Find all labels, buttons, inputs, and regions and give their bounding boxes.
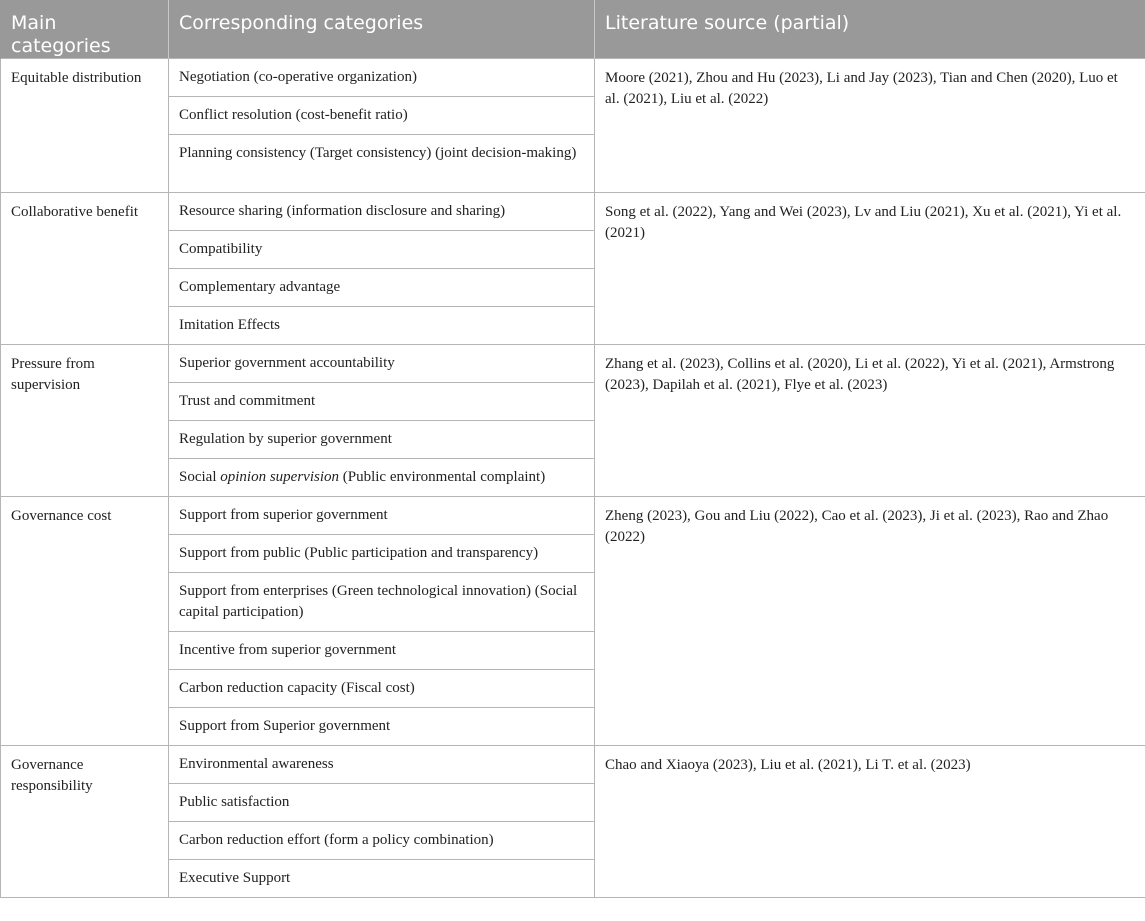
table-header-row [1, 0, 1145, 59]
corresponding-category-cell [169, 459, 595, 497]
corresponding-category-cell: Support from Superior government [169, 708, 595, 746]
main-category-cell: Pressure from supervision [1, 345, 169, 497]
corresponding-category-cell: Carbon reduction effort (form a policy combination) [169, 822, 595, 860]
main-category-cell: Governance responsibility [1, 746, 169, 898]
corresponding-category-cell: Trust and commitment [169, 383, 595, 421]
main-category-cell: Governance cost [1, 497, 169, 746]
table-row [1, 59, 1145, 97]
corresponding-category-cell: Planning consistency (Target consistency) (joint decision-making) [169, 135, 595, 193]
header-main-categories: Main categories [1, 0, 169, 59]
corresponding-category-cell: Environmental awareness [169, 746, 595, 784]
table-row [1, 497, 1145, 535]
corresponding-category-cell: Resource sharing (information disclosure and sharing) [169, 193, 595, 231]
literature-source-cell: Chao and Xiaoya (2023), Liu et al. (2021), Li T. et al. (2023) [595, 746, 1145, 898]
main-category-cell: Equitable distribution [1, 59, 169, 193]
corresponding-category-cell: Carbon reduction capacity (Fiscal cost) [169, 670, 595, 708]
corresponding-category-cell: Regulation by superior government [169, 421, 595, 459]
literature-source-cell: Zhang et al. (2023), Collins et al. (2020), Li et al. (2022), Yi et al. (2021), Armstrong (2023), Dapilah et al. (2021), Flye et al. (2023) [595, 345, 1145, 497]
literature-source-cell: Song et al. (2022), Yang and Wei (2023), Lv and Liu (2021), Xu et al. (2021), Yi et al. (2021) [595, 193, 1145, 345]
corresponding-category-cell: Support from enterprises (Green technological innovation) (Social capital participation) [169, 573, 595, 632]
corresponding-category-cell: Executive Support [169, 860, 595, 898]
item-text-emphasis: opinion supervision [220, 469, 339, 485]
corresponding-category-cell: Public satisfaction [169, 784, 595, 822]
item-text-suffix: (Public environmental complaint) [339, 469, 546, 485]
table-row [1, 746, 1145, 784]
corresponding-category-cell: Compatibility [169, 231, 595, 269]
corresponding-category-cell: Imitation Effects [169, 307, 595, 345]
header-corresponding-categories: Corresponding categories [169, 0, 595, 59]
corresponding-category-cell: Conflict resolution (cost-benefit ratio) [169, 97, 595, 135]
corresponding-category-cell: Support from public (Public participation and transparency) [169, 535, 595, 573]
corresponding-category-cell: Complementary advantage [169, 269, 595, 307]
header-literature-source: Literature source (partial) [595, 0, 1145, 59]
literature-source-cell: Zheng (2023), Gou and Liu (2022), Cao et al. (2023), Ji et al. (2023), Rao and Zhao (2022) [595, 497, 1145, 746]
corresponding-category-cell: Incentive from superior government [169, 632, 595, 670]
item-text-prefix: Social [179, 469, 221, 485]
main-category-cell: Collaborative benefit [1, 193, 169, 345]
corresponding-category-cell: Superior government accountability [169, 345, 595, 383]
corresponding-category-cell: Negotiation (co-operative organization) [169, 59, 595, 97]
table-row [1, 193, 1145, 231]
literature-source-cell: Moore (2021), Zhou and Hu (2023), Li and Jay (2023), Tian and Chen (2020), Luo et al. (2021), Liu et al. (2022) [595, 59, 1145, 193]
table-row [1, 345, 1145, 383]
corresponding-category-cell: Support from superior government [169, 497, 595, 535]
